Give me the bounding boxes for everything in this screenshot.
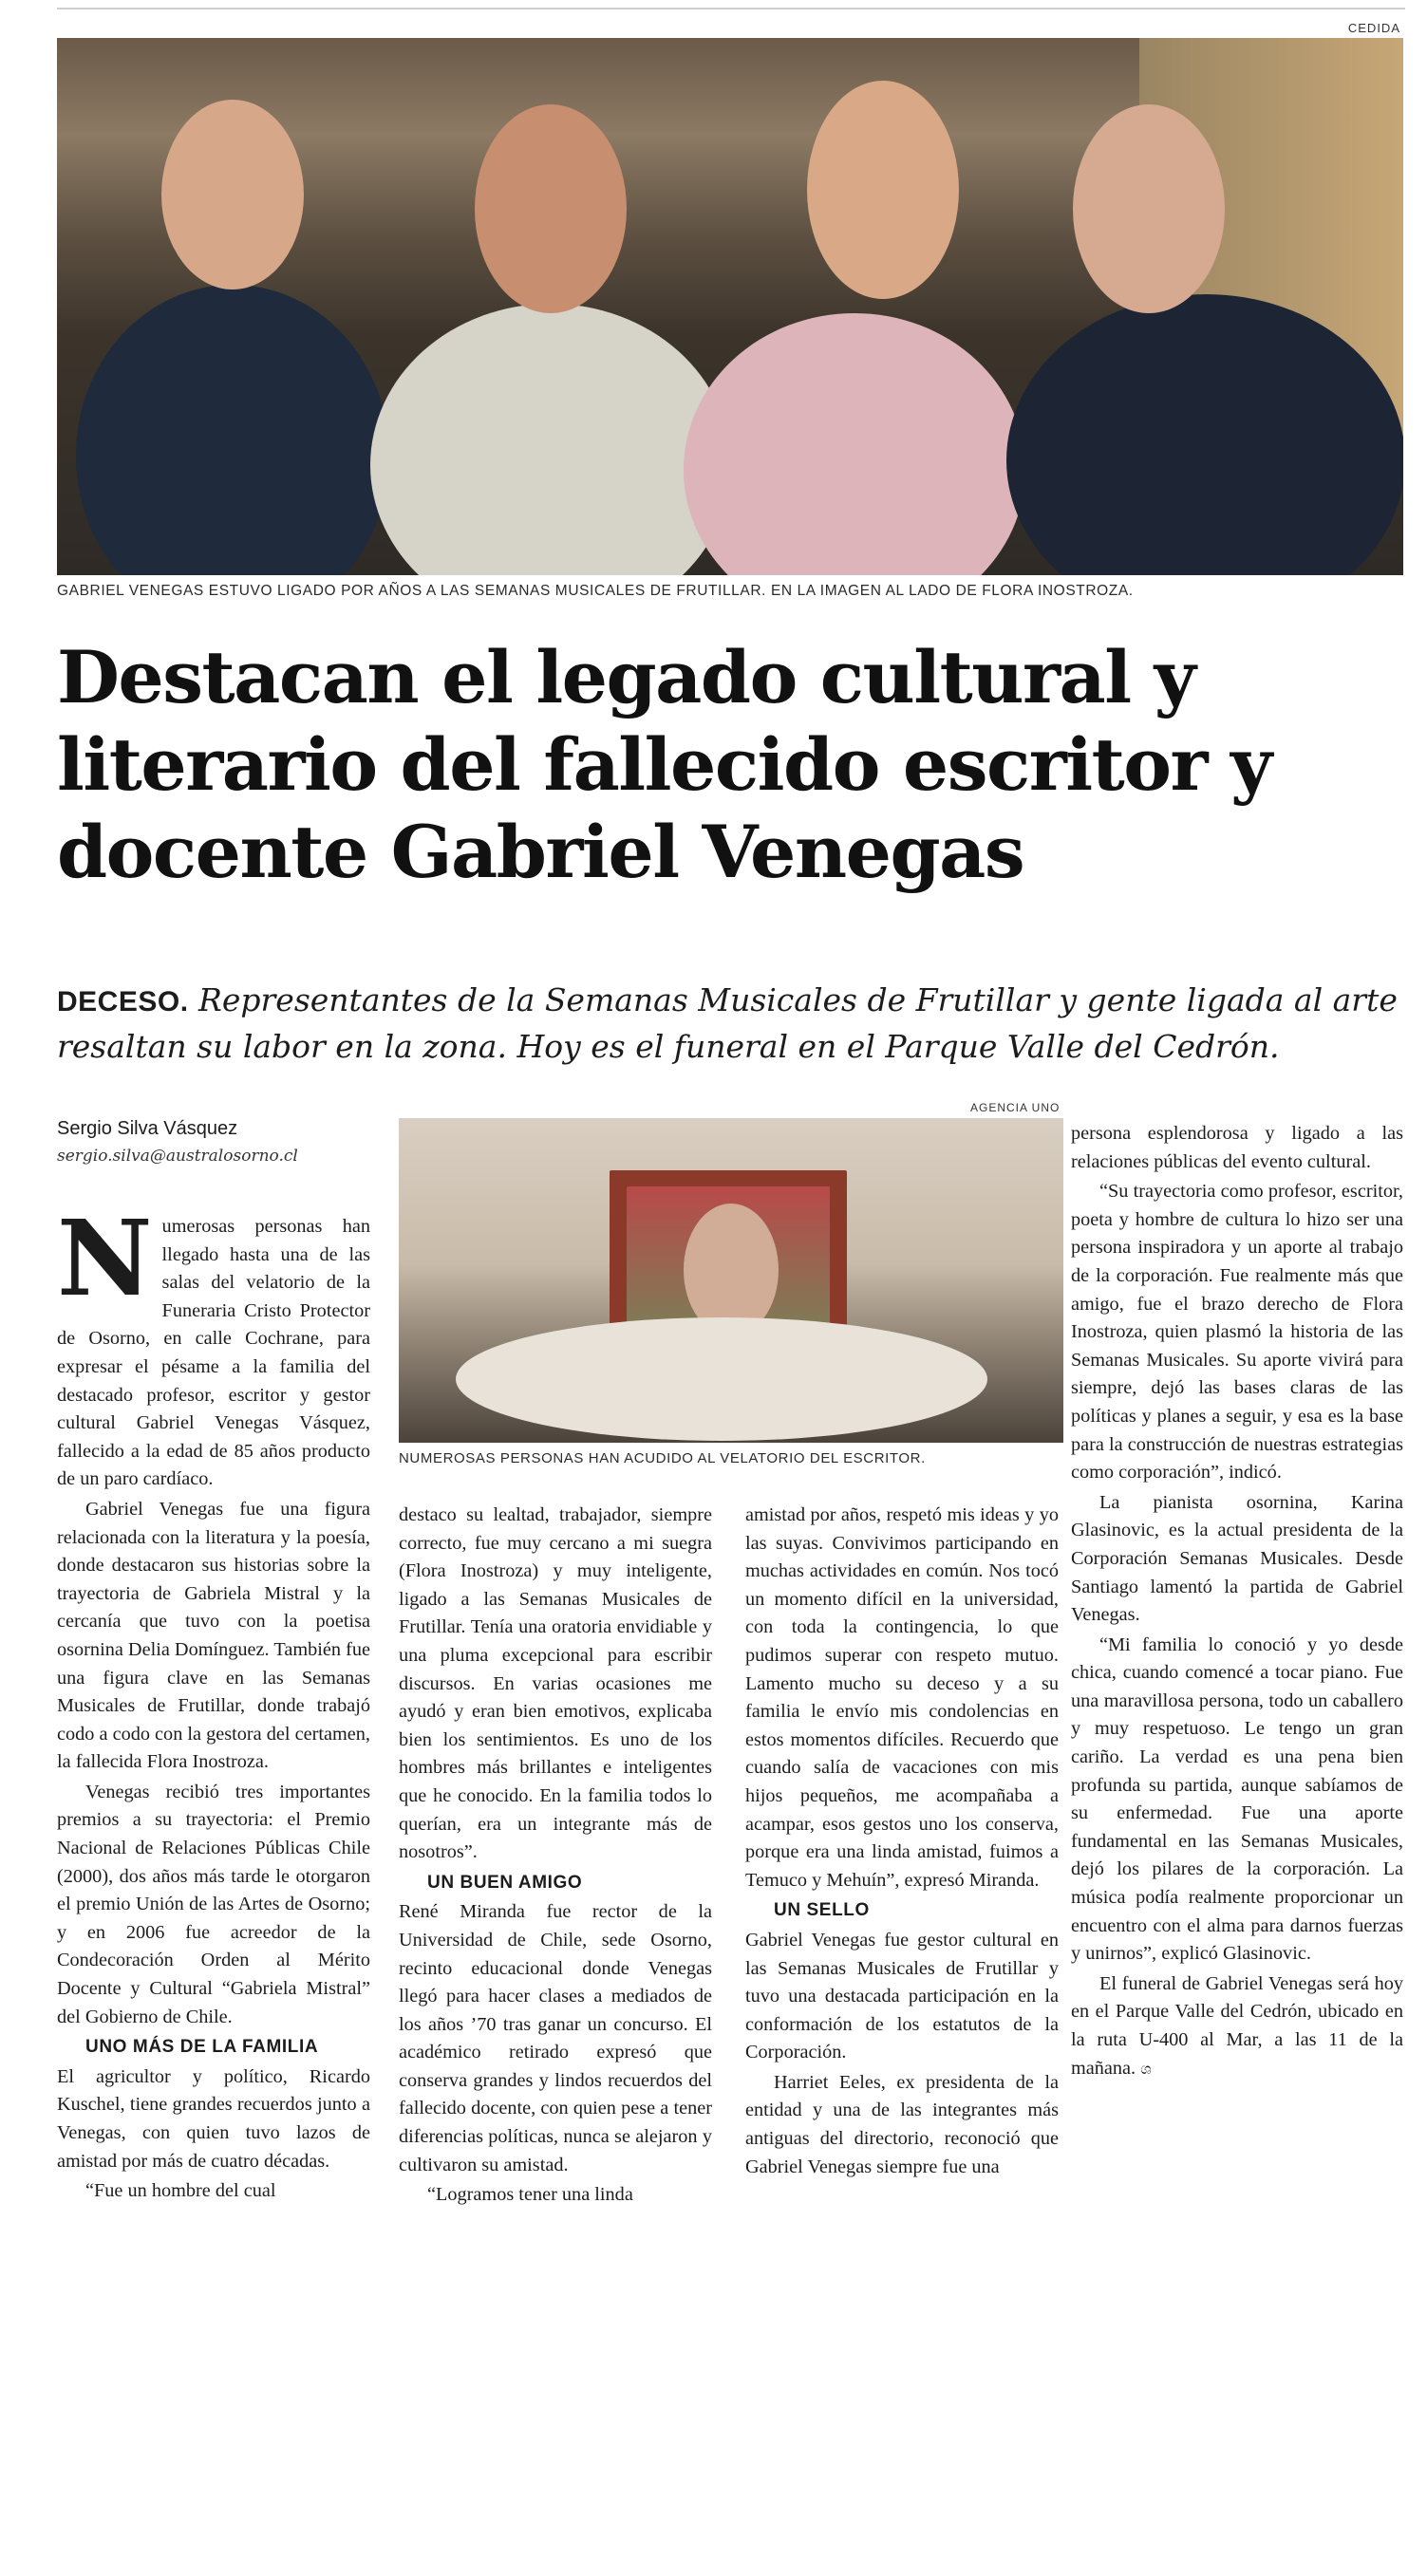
subhead-text: Representantes de la Semanas Musicales de Frutillar y gente ligada al arte resaltan su labor en la zona. Hoy es el funeral en el Parque Valle del Cedrón.: [57, 981, 1398, 1065]
photo-face-2: [475, 104, 627, 313]
top-photo-credit: CEDIDA: [1347, 21, 1400, 35]
subhead-kicker: DECESO.: [57, 986, 189, 1017]
article-paragraph: amistad por años, respetó mis ideas y yo las suyas. Convivimos participando en muchas actividades en común. Nos tocó un momento difícil en la universidad, con toda la contingencia, lo que pudimos superar con respeto mutuo. Lamento mucho su deceso y a su familia le envío mis condolencias en estos momentos difíciles. Recuerdo que cuando salía de vacaciones con mis hijos pequeños, me acompañaba a acampar, esos gestos uno los conserva, porque era una linda amistad, fuimos a Temuco y Mehuín”, expresó Miranda.: [745, 1504, 1059, 1891]
mid-photo-caption: NUMEROSAS PERSONAS HAN ACUDIDO AL VELATORIO DEL ESCRITOR.: [399, 1450, 926, 1466]
drop-cap: N: [57, 1197, 153, 1319]
article-column-3: [745, 1502, 1059, 2183]
article-column-2: [399, 1502, 712, 2212]
article-paragraph: Gabriel Venegas fue gestor cultural en las Semanas Musicales de Frutillar y tuvo una destacada participación en la conformación de los estatutos de la Corporación.: [745, 1929, 1059, 2063]
article-paragraph: Gabriel Venegas fue una figura relacionada con la literatura y la poesía, donde destacaron sus historias sobre la trayectoria de Gabriela Mistral y la cercanía que tuvo con la poetisa osornina Delia Domínguez. También fue una figura clave en las Semanas Musicales de Frutillar, donde trabajó codo a codo con la gestora del certamen, la fallecida Flora Inostroza.: [57, 1498, 370, 1773]
section-title-uno-mas-de-la-familia: UNO MÁS DE LA FAMILIA: [85, 2037, 319, 2058]
article-paragraph: El agricultor y político, Ricardo Kuschel, tiene grandes recuerdos junto a Venegas, con quien tuvo lazos de amistad por más de cuatro décadas.: [57, 2065, 370, 2172]
article-paragraph: persona esplendorosa y ligado a las relaciones públicas del evento cultural.: [1071, 1123, 1403, 1172]
section-title-un-sello: UN SELLO: [774, 1900, 870, 1921]
subhead: [57, 978, 1405, 1069]
article-paragraph: Numerosas personas han llegado hasta una de las salas del velatorio de la Funeraria Cristo Protector de Osorno, en calle Cochrane, para expresar el pésame a la familia del destacado profesor, escritor y gestor cultural Gabriel Venegas Vásquez, fallecido a la edad de 85 años producto de un paro cardíaco.: [57, 1197, 370, 1490]
article-paragraph: El funeral de Gabriel Venegas será hoy en el Parque Valle del Cedrón, ubicado en la ruta U-400 al Mar, a las 11 de la mañana. ශ: [1071, 1972, 1403, 2079]
photo-person-1: [76, 285, 389, 575]
article-paragraph: “Su trayectoria como profesor, escritor, poeta y hombre de cultura lo hizo ser una persona inspiradora y un aporte al trabajo de la corporación. Fue realmente más que amigo, fue el brazo derecho de Flora Inostroza, quien plasmó la historia de las Semanas Musicales. Su aporte vivirá para siempre, dejó las bases claras de las políticas y planes a seguir, y esa es la base para la construcción de nuestras estrategias como corporación”, indicó.: [1071, 1181, 1403, 1484]
article-paragraph: “Logramos tener una linda: [427, 2184, 633, 2206]
headline: Destacan el legado cultural y literario del fallecido escritor y docente Gabriel Venegas: [57, 635, 1271, 894]
article-column-4: [1071, 1120, 1403, 2084]
photo-flowers: [456, 1317, 987, 1441]
mid-photo-credit: AGENCIA UNO: [970, 1101, 1061, 1114]
article-paragraph: destaco su lealtad, trabajador, siempre correcto, fue muy cercano a mi suegra (Flora Inostroza) y muy inteligente, ligado a las Semanas Musicales de Frutillar. Tenía una oratoria envidiable y una pluma excepcional para escribir discursos. En varias ocasiones me ayudó y eran bien emotivos, explicaba bien los sentimientos. Es uno de los hombres más brillantes e inteligentes que he conocido. En la familia todos lo querían, era un integrante más de nosotros”.: [399, 1504, 712, 1863]
article-paragraph: Venegas recibió tres importantes premios a su trayectoria: el Premio Nacional de Relaciones Públicas Chile (2000), dos años más tarde le otorgaron el premio Unión de las Artes de Osorno; y en 2006 fue acreedor de la Condecoración Orden al Mérito Docente y Cultural “Gabriela Mistral” del Gobierno de Chile.: [57, 1781, 370, 2027]
end-mark-icon: ශ: [1140, 2059, 1152, 2078]
article-paragraph: “Mi familia lo conoció y yo desde chica, cuando comencé a tocar piano. Fue una maravillosa persona, todo un caballero y muy respetuoso. Le tengo un gran cariño. La verdad es una pena bien profunda su partida, aunque sabíamos de su enfermedad. Fue una aporte fundamental en las Semanas Musicales, dejó los pilares de la corporación. La música podía realmente proporcionar un encuentro con el alma para darnos fuerzas y unirnos”, explicó Glasinovic.: [1071, 1633, 1403, 1965]
photo-face-1: [161, 100, 304, 289]
photo-person-2: [370, 304, 731, 575]
article-paragraph: Harriet Eeles, ex presidenta de la entidad y una de las integrantes más antiguas del directorio, reconoció que Gabriel Venegas siempre fue una: [745, 2071, 1059, 2177]
author-name: Sergio Silva Vásquez: [57, 1118, 238, 1139]
article-column-1: [57, 1197, 370, 2208]
article-paragraph: “Fue un hombre del cual: [85, 2180, 276, 2202]
top-rule: [57, 8, 1405, 9]
photo-portrait-face: [684, 1204, 779, 1336]
photo-face-4: [1073, 104, 1225, 313]
top-photo-caption: GABRIEL VENEGAS ESTUVO LIGADO POR AÑOS A LAS SEMANAS MUSICALES DE FRUTILLAR. EN LA IMAGEN AL LADO DE FLORA INOSTROZA.: [57, 583, 1134, 599]
top-photo: [57, 38, 1403, 575]
photo-person-3: [684, 313, 1025, 575]
article-paragraph: La pianista osornina, Karina Glasinovic, es la actual presidenta de la Corporación Semanas Musicales. Desde Santiago lamentó la partida de Gabriel Venegas.: [1071, 1491, 1403, 1626]
author-email: sergio.silva@australosorno.cl: [57, 1147, 298, 1166]
section-title-un-buen-amigo: UN BUEN AMIGO: [427, 1872, 583, 1893]
photo-face-3: [807, 81, 959, 299]
article-paragraph: René Miranda fue rector de la Universidad de Chile, sede Osorno, recinto educacional donde Venegas llegó para hacer clases a mediados de los años ’70 tras ganar un concurso. El académico retirado expresó que conserva grandes y lindos recuerdos del fallecido docente, con quien pese a tener diferencias políticas, nunca se alejaron y cultivaron su amistad.: [399, 1901, 712, 2175]
mid-photo: [399, 1118, 1063, 1443]
